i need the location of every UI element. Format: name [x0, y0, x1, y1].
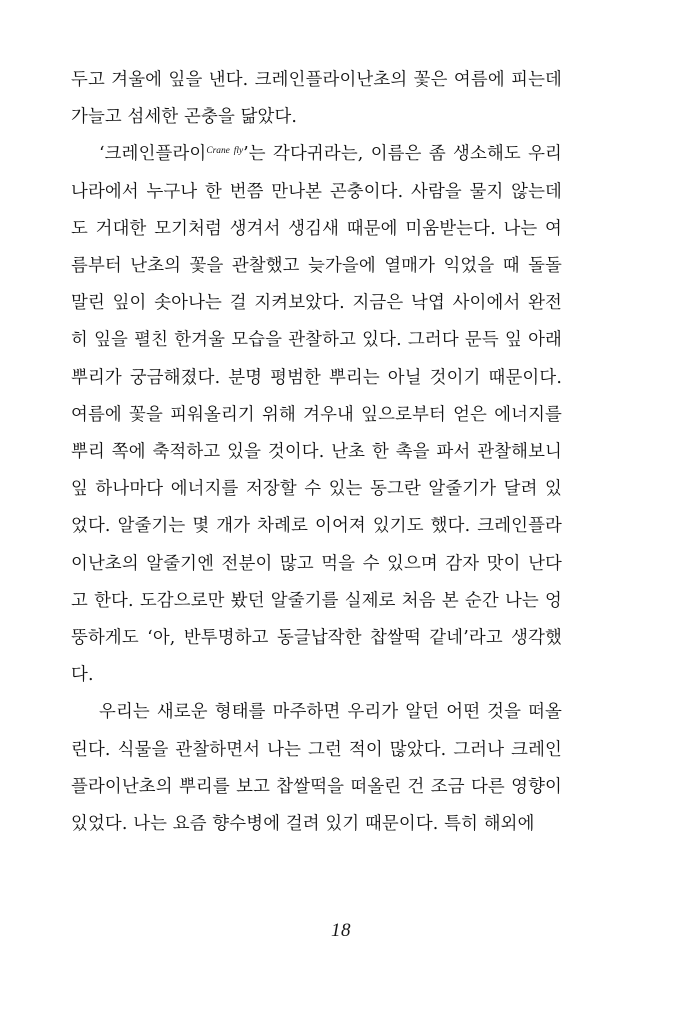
page-number-value: 18	[331, 920, 351, 941]
paragraph-2-text-after-gloss: ’는 각다귀라는, 이름은 좀 생소해도 우리나라에서 누구나 한 번쯤 만나본 곤충이다. 사람을 물지 않는데도 거대한 모기처럼 생겨서 생김새 때문에 미움받는다. 나는 여름부터 난초의 꽃을 관찰했고 늦가을에 열매가 익었을 때 돌돌 말린 잎이 솟아나는 걸 지켜보았다. 지금은 낙엽 사이에서 완전히 잎을 펼친 한겨울 모습을 관찰하고 있다. 그러다 문득 잎 아래 뿌리가 궁금해졌다. 분명 평범한 뿌리는 아닐 것이기 때문이다. 여름에 꽃을 피워올리기 위해 겨우내 잎으로부터 얻은 에너지를 뿌리 쪽에 축적하고 있을 것이다. 난초 한 촉을 파서 관찰해보니 잎 하나마다 에너지를 저장할 수 있는 동그란 알줄기가 달려 있었다. 알줄기는 몇 개가 차례로 이어져 있기도 했다. 크레인플라이난초의 알줄기엔 전분이 많고 먹을 수 있으며 감자 맛이 난다고 한다. 도감으로만 봤던 알줄기를 실제로 처음 본 순간 나는 엉뚱하게도 ‘아, 반투명하고 동글납작한 찹쌀떡 같네’라고 생각했다.	[71, 144, 563, 686]
body-text-block	[71, 62, 562, 843]
page-number-folio	[0, 920, 682, 942]
paragraph-3	[71, 694, 562, 843]
paragraph-2	[71, 136, 562, 694]
paragraph-2-text-before-gloss: ‘크레인플라이	[99, 144, 207, 165]
paragraph-3-text: 우리는 새로운 형태를 마주하면 우리가 알던 어떤 것을 떠올린다. 식물을 관찰하면서 나는 그런 적이 많았다. 그러나 크레인플라이난초의 뿌리를 보고 찹쌀떡을 떠올린 건 조금 다른 영향이 있었다. 나는 요즘 향수병에 걸려 있기 때문이다. 특히 해외에	[71, 702, 562, 835]
paragraph-1-text: 두고 겨울에 잎을 낸다. 크레인플라이난초의 꽃은 여름에 피는데 가늘고 섬세한 곤충을 닮았다.	[71, 70, 562, 128]
paragraph-1	[71, 62, 562, 136]
crane-fly-superscript-gloss: Crane fly	[206, 146, 244, 157]
